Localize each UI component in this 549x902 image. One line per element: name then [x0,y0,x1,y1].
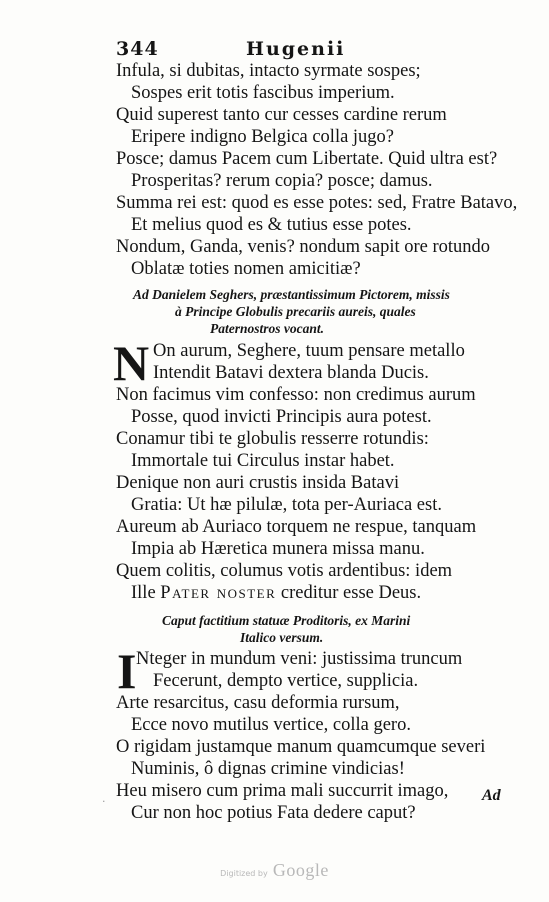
verse-line: Immortale tui Circulus instar habet. [131,451,395,471]
verse-line: Prosperitas? rerum copia? posce; damus. [131,171,433,191]
verse-line: Nteger in mundum veni: justissima truncum [136,649,463,669]
verse-line: Nondum, Ganda, venis? nondum sapit ore rotundo [116,237,491,257]
verse-text: Ille [131,583,161,603]
verse-line: Sospes erit totis fascibus imperium. [131,83,395,103]
verse-line: Ecce novo mutilus vertice, colla gero. [131,715,411,735]
poem-heading: Italico versum. [240,630,324,645]
running-title: Hugenii [246,38,346,60]
verse-line: Summa rei est: quod es esse potes: sed, Fratre Batavo, [116,193,518,213]
verse-line: Numinis, ô dignas crimine vindicias! [131,759,405,779]
verse-smallcaps: Pater noster [160,583,277,603]
verse-line: Oblatæ toties nomen amicitiæ? [131,259,361,279]
drop-cap: I [117,643,137,699]
poem-heading: à Principe Globulis precariis aureis, quales [175,304,416,319]
poem-heading: Paternostros vocant. [210,321,325,336]
verse-line: Impia ab Hæretica munera missa manu. [131,539,425,559]
verse-line: Et melius quod es & tutius esse potes. [131,215,412,235]
verse-line: Cur non hoc potius Fata dedere caput? [131,803,416,823]
page-number: 344 [116,38,159,60]
digitized-watermark [0,860,549,881]
poem-heading: Caput factitium statuæ Proditoris, ex Marini [162,613,411,628]
verse-line: Posse, quod invicti Principis aura potest. [131,407,432,427]
watermark-brand: Google [272,860,329,880]
verse-line: Infula, si dubitas, intacto syrmate sospes; [116,61,421,81]
catchword: Ad [482,787,501,804]
verse-line: Gratia: Ut hæ pilulæ, tota per-Auriaca est. [131,495,442,515]
drop-cap: N [113,335,150,391]
verse-line: On aurum, Seghere, tuum pensare metallo [153,341,465,361]
verse-line: Fecerunt, dempto vertice, supplicia. [153,671,419,691]
verse-line: Posce; damus Pacem cum Libertate. Quid ultra est? [116,149,498,169]
watermark-by: Digitized by [220,869,268,878]
verse-line: Intendit Batavi dextera blanda Ducis. [153,363,429,383]
verse-line: O rigidam justamque manum quamcumque severi [116,737,486,757]
verse-line: Quem colitis, columus votis ardentibus: idem [116,561,453,581]
verse-line: Denique non auri crustis insida Batavi [116,473,400,493]
verse-line: Conamur tibi te globulis resserre rotundis: [116,429,429,449]
verse-line: Quid superest tanto cur cesses cardine rerum [116,105,447,125]
verse-line: Non facimus vim confesso: non credimus aurum [116,385,476,405]
verse-line: Aureum ab Auriaco torquem ne respue, tanquam [116,517,477,537]
margin-mark: · [102,795,106,808]
verse-line [131,582,421,604]
verse-line: Arte resarcitus, casu deformia rursum, [116,693,400,713]
verse-line: Eripere indigno Belgica colla jugo? [131,127,395,147]
verse-text: creditur esse Deus. [276,583,422,603]
poem-heading: Ad Danielem Seghers, præstantissimum Pictorem, missis [133,287,450,302]
verse-line: Heu misero cum prima mali succurrit imago, [116,781,449,801]
